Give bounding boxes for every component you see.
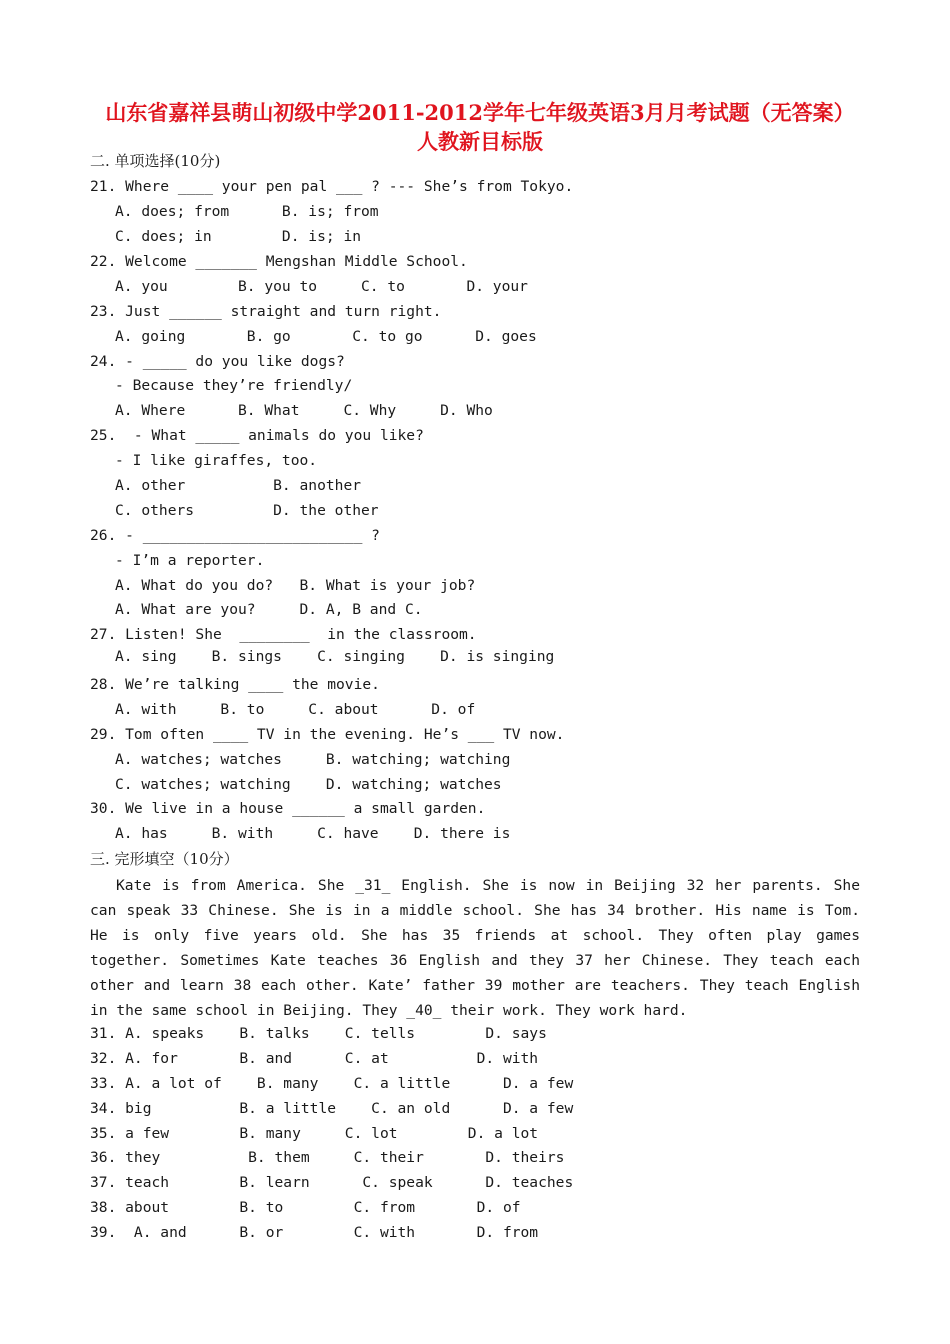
question-21: 21. Where ____ your pen pal ___ ? --- She’s from Tokyo.	[90, 178, 574, 195]
question-35: 35. a few B. many C. lot D. a lot	[90, 1125, 539, 1142]
question-24: 24. - _____ do you like dogs?	[90, 353, 345, 370]
question-27: 27. Listen! She ________ in the classroom.	[90, 626, 477, 643]
question-25-answer: - I like giraffes, too.	[115, 452, 318, 469]
question-29: 29. Tom often ____ TV in the evening. He’s ___ TV now.	[90, 726, 565, 743]
question-26-options-cd: A. What are you? D. A, B and C.	[115, 601, 423, 618]
cloze-passage	[90, 874, 860, 1023]
question-21-options-ab: A. does; from B. is; from	[115, 203, 379, 220]
question-29-options-cd: C. watches; watching D. watching; watches	[115, 776, 502, 793]
question-21-options-cd: C. does; in D. is; in	[115, 228, 362, 245]
question-25: 25. - What _____ animals do you like?	[90, 427, 424, 444]
page-title: 山东省嘉祥县萌山初级中学2011-2012学年七年级英语3月月考试题（无答案） 人教新目标版	[105, 100, 855, 154]
question-24-options: A. Where B. What C. Why D. Who	[115, 402, 493, 419]
question-33: 33. A. a lot of B. many C. a little D. a few	[90, 1075, 574, 1092]
question-26: 26. - _________________________ ?	[90, 527, 380, 544]
question-28: 28. We’re talking ____ the movie.	[90, 676, 380, 693]
question-25-options-cd: C. others D. the other	[115, 502, 379, 519]
question-25-options-ab: A. other B. another	[115, 477, 362, 494]
question-34: 34. big B. a little C. an old D. a few	[90, 1100, 574, 1117]
question-37: 37. teach B. learn C. speak D. teaches	[90, 1174, 574, 1191]
cloze-passage-text: Kate is from America. She _31_ English. She is now in Beijing 32 her parents. She can speak 33 Chinese. She is in a middle school. She has 34 brother. His name is Tom. He is only five years old. She has 35 friends at school. They often play games together. Sometimes Kate teaches 36 English and they 37 her Chinese. They teach each other and learn 38 each other. Kate’ father 39 mother are teachers. They teach English in the same school in Beijing. They _40_ their work. They work hard.	[90, 877, 860, 1019]
question-24-answer: - Because they’re friendly/	[115, 377, 353, 394]
question-36: 36. they B. them C. their D. theirs	[90, 1149, 565, 1166]
question-39: 39. A. and B. or C. with D. from	[90, 1224, 539, 1241]
question-30-options: A. has B. with C. have D. there is	[115, 825, 511, 842]
question-27-options: A. sing B. sings C. singing D. is singing	[115, 648, 555, 665]
section-heading: 三. 完形填空（10分）	[90, 850, 239, 868]
question-26-answer: - I’m a reporter.	[115, 552, 265, 569]
question-29-options-ab: A. watches; watches B. watching; watching	[115, 751, 511, 768]
section-heading: 二. 单项选择(10分)	[90, 152, 221, 170]
question-28-options: A. with B. to C. about D. of	[115, 701, 476, 718]
question-30: 30. We live in a house ______ a small garden.	[90, 800, 486, 817]
question-38: 38. about B. to C. from D. of	[90, 1199, 521, 1216]
question-32: 32. A. for B. and C. at D. with	[90, 1050, 539, 1067]
question-23-options: A. going B. go C. to go D. goes	[115, 328, 537, 345]
question-22-options: A. you B. you to C. to D. your	[115, 278, 528, 295]
question-31: 31. A. speaks B. talks C. tells D. says	[90, 1025, 547, 1042]
question-23: 23. Just ______ straight and turn right.	[90, 303, 442, 320]
question-22: 22. Welcome _______ Mengshan Middle School.	[90, 253, 468, 270]
question-26-options-ab: A. What do you do? B. What is your job?	[115, 577, 476, 594]
